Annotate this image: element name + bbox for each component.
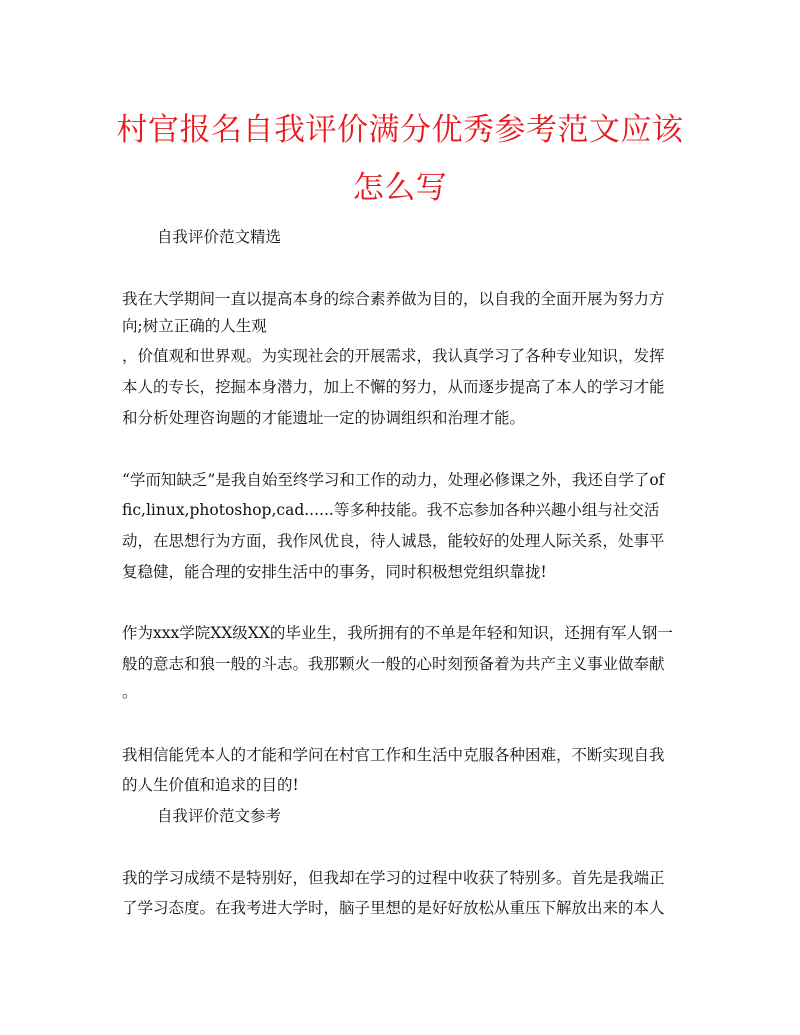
section-heading-1: 自我评价范文精选 — [157, 228, 282, 246]
paragraph-1-line: 和分析处理咨询题的才能遗址一定的协调组织和治理才能。 — [122, 409, 526, 427]
paragraph-3-line: 般的意志和狼一般的斗志。我那颗火一般的心时刻预备着为共产主义事业做奉献 — [122, 655, 665, 673]
paragraph-1-line: 向;树立正确的人生观 — [122, 317, 267, 335]
paragraph-5-line: 我的学习成绩不是特别好，但我却在学习的过程中收获了特别多。首先是我端正 — [122, 869, 665, 887]
paragraph-1-line: 我在大学期间一直以提高本身的综合素养做为目的，以自我的全面开展为努力方 — [122, 290, 665, 308]
paragraph-2-line: “学而知缺乏”是我自始至终学习和工作的动力，处理必修课之外，我还自学了of — [122, 471, 665, 489]
section-heading-2: 自我评价范文参考 — [157, 807, 282, 825]
paragraph-4-line: 的人生价值和追求的目的! — [122, 776, 299, 794]
paragraph-3-line: 。 — [122, 683, 138, 701]
paragraph-2-line: 复稳健，能合理的安排生活中的事务，同时积极想党组织靠拢! — [122, 563, 547, 581]
paragraph-1-line: ，价值观和世界观。为实现社会的开展需求，我认真学习了各种专业知识，发挥 — [122, 347, 665, 365]
paragraph-2-line: fic,linux,photoshop,cad......等多种技能。我不忘参加各种兴趣小组与社交活 — [122, 501, 660, 519]
document-title-line-1: 村官报名自我评价满分优秀参考范文应该 — [116, 112, 684, 148]
paragraph-1-line: 本人的专长，挖掘本身潜力，加上不懈的努力，从而逐步提高了本人的学习才能 — [122, 378, 665, 396]
paragraph-4-line: 我相信能凭本人的才能和学问在村官工作和生活中克服各种困难，不断实现自我 — [122, 746, 665, 764]
paragraph-2-line: 动，在思想行为方面，我作风优良，待人诚恳，能较好的处理人际关系，处事平 — [122, 532, 665, 550]
paragraph-5-line: 了学习态度。在我考进大学时，脑子里想的是好好放松从重压下解放出来的本人 — [122, 899, 665, 917]
document-title-line-2: 怎么写 — [352, 170, 448, 206]
paragraph-3-line: 作为xxx学院XX级XX的毕业生，我所拥有的不单是年轻和知识，还拥有军人钢一 — [122, 624, 673, 642]
